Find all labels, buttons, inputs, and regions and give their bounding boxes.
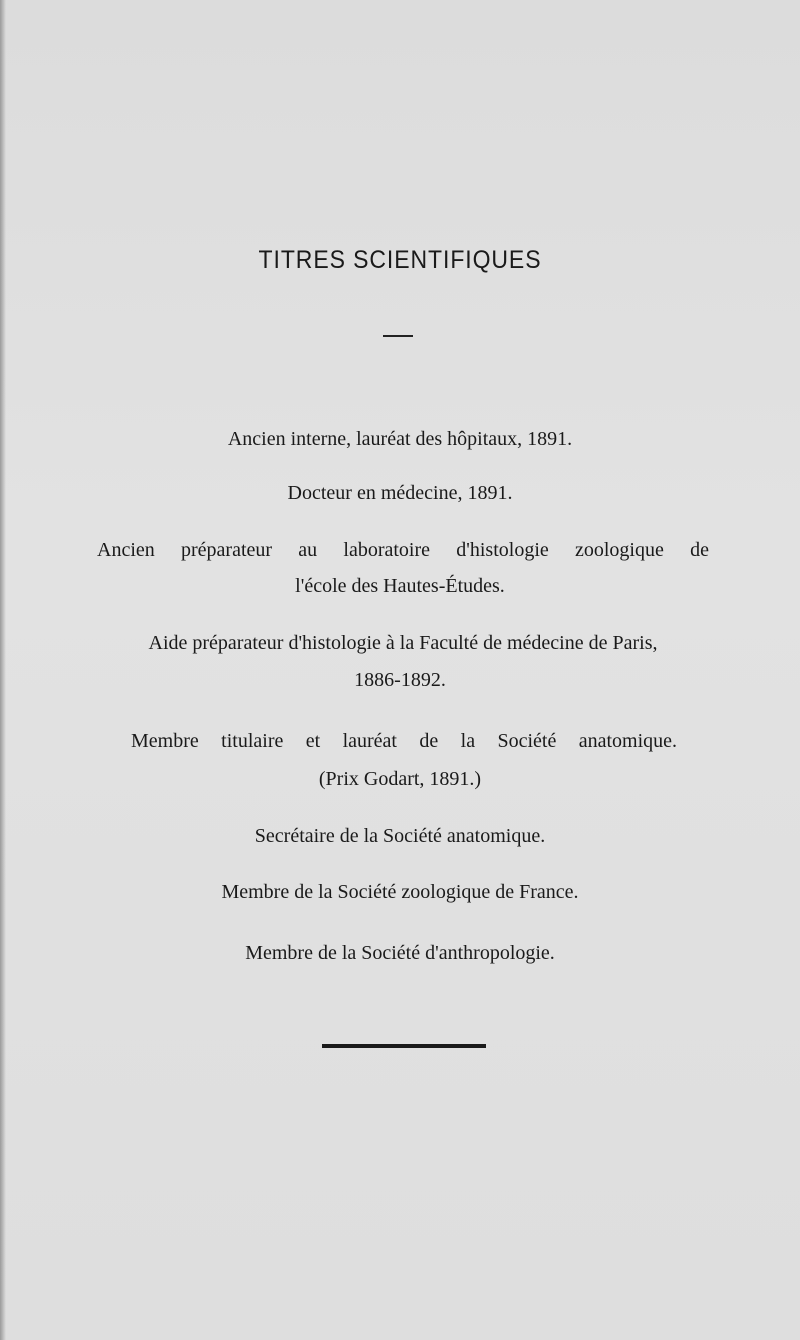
- word: d'histologie: [456, 539, 549, 561]
- title-line-preparateur: [97, 539, 709, 562]
- word: Ancien: [97, 539, 155, 561]
- word: Société: [497, 730, 557, 752]
- title-line-prix: (Prix Godart, 1891.): [318, 768, 482, 790]
- title-rule: [383, 335, 413, 337]
- word: Membre: [131, 730, 199, 752]
- title-line-aide-cont: 1886-1892.: [354, 669, 446, 691]
- word: au: [298, 539, 318, 561]
- word: titulaire: [221, 730, 284, 752]
- title-line-interne: Ancien interne, lauréat des hôpitaux, 1891.: [227, 428, 573, 450]
- title-line-secretaire: Secrétaire de la Société anatomique.: [254, 825, 546, 847]
- word: anatomique.: [578, 730, 678, 752]
- word: de: [690, 539, 709, 561]
- word: de: [419, 730, 439, 752]
- closing-rule: [322, 1044, 486, 1048]
- title-line-zoologique: Membre de la Société zoologique de France.: [221, 881, 579, 903]
- title-line-membre-titulaire: [131, 730, 677, 753]
- word: zoologique: [575, 539, 664, 561]
- title-line-preparateur-cont: l'école des Hautes-Études.: [295, 575, 505, 597]
- title-line-anthropologie: Membre de la Société d'anthropologie.: [245, 942, 555, 964]
- word: la: [460, 730, 476, 752]
- page-title: TITRES SCIENTIFIQUES: [258, 246, 542, 274]
- title-line-docteur: Docteur en médecine, 1891.: [287, 482, 513, 504]
- word: laboratoire: [343, 539, 431, 561]
- title-line-aide: Aide préparateur d'histologie à la Faculté de médecine de Paris,: [148, 632, 658, 654]
- word: lauréat: [342, 730, 397, 752]
- word: et: [305, 730, 321, 752]
- word: préparateur: [181, 539, 273, 561]
